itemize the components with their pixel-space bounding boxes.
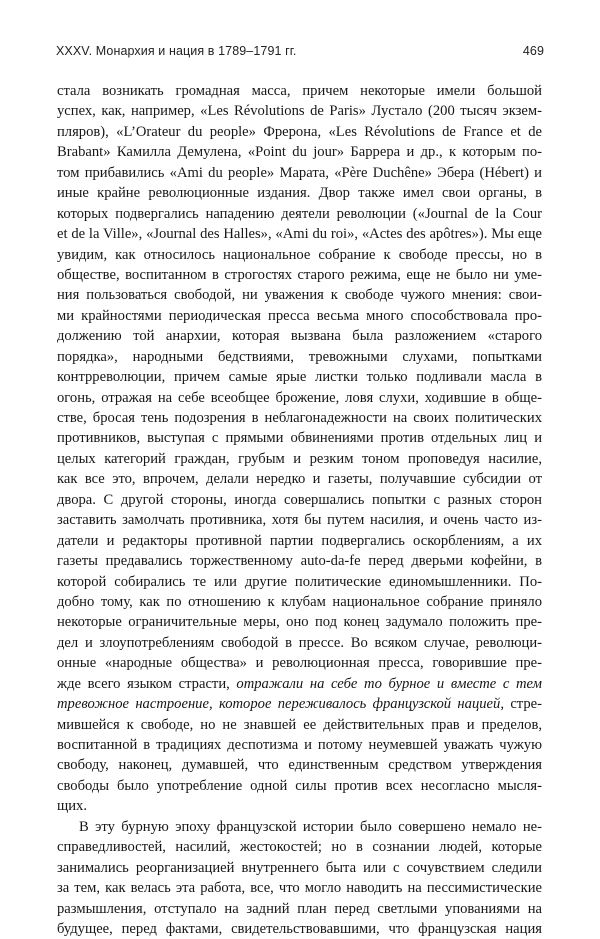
text-line: Brabant» Камилла Демулена, «Point du jour» Баррера и др., к которым по- (57, 144, 542, 161)
text-line: заставить замолчать противника, хотя бы путем насилия, и очень часто из- (57, 512, 542, 529)
text-segment: жде всего языком страсти, (57, 675, 230, 692)
text-line: успех, как, например, «Les Révolutions de Paris» Лустало (200 тысяч экзем- (57, 103, 542, 120)
text-line: должению той анархии, которая вызвана была разложением «старого (57, 328, 542, 345)
running-header (56, 44, 544, 64)
text-line: двора. С другой стороны, иногда совершались попытки с разных сторон (57, 491, 542, 508)
text-line-mixed (57, 694, 542, 714)
text-line: ния пользоваться свободой, ни уважения к свободе чужого мнения: свои- (57, 287, 542, 304)
text-line: стве, бросая тень подозрения в неблагонадежности на своих политических (57, 410, 542, 426)
text-line: справедливостей, насилий, жестокостей; но в сознании людей, которые (57, 839, 542, 856)
text-line-mixed (57, 674, 542, 694)
page-number: 469 (522, 44, 544, 58)
text-line: иные крайне революционные издания. Двор также имел свои органы, в (57, 185, 542, 202)
italic-emphasis: отражали на себе то бурное и вместе с тем (236, 675, 542, 692)
text-line: свободы было употребление одной силы против всех несогласно мысля- (57, 777, 542, 794)
text-line: дел и злоупотреблениям свободой в прессе. Во всяком случае, революци- (57, 634, 542, 651)
text-line: добно тому, как по отношению к клубам национальное собрание приняло (57, 593, 542, 610)
text-line: целых категорий граждан, грубым и резким тоном проповедуя насилие, (57, 450, 542, 467)
body-text (57, 81, 542, 939)
text-line: онные «народные общества» и революционная пресса, говорившие пре- (57, 655, 542, 672)
chapter-title: XXXV. Монархия и нация в 1789–1791 гг. (56, 44, 297, 58)
text-line: контрреволюции, причем самые ярые листки только подливали масла в (57, 369, 542, 386)
paragraph-first-line: В эту бурную эпоху французской истории было совершено немало не- (79, 818, 542, 835)
text-line: огонь, отражая на себе всеобщее брожение, ловя слухи, ходившие в обще- (57, 389, 542, 406)
text-line: ми крайностями периодическая пресса весьма много способствовала про- (57, 307, 542, 324)
text-line: противников, выступая с прямыми обвинениями против отдельных лиц и (57, 430, 542, 447)
text-line: которых подвергались нападению деятели революции («Journal de la Cour (57, 205, 542, 222)
text-line: как все это, впрочем, делали нередко и газеты, получавшие субсидии от (57, 471, 542, 488)
text-line: пляров), «L’Orateur du people» Фрерона, «Les Révolutions de France et de (57, 123, 542, 140)
text-line: щих. (57, 798, 87, 815)
text-line: порядка», народными бедствиями, тревожными слухами, попытками (57, 348, 542, 365)
text-line: мившейся к свободе, но не знавшей ее действительных прав и пределов, (57, 716, 542, 733)
text-line: за тем, как велась эта работа, все, что могло наводить на пессимистические (57, 880, 542, 897)
text-line: обществе, воспитанном в строгостях старого режима, еще не было ни уме- (57, 266, 542, 283)
text-line: некоторые ограничительные меры, оно под конец задумало положить пре- (57, 614, 542, 631)
text-line: воспитанной в традициях деспотизма и потому неумевшей уважать чужую (57, 737, 542, 753)
text-line: том прибавились «Ami du people» Марата, «Père Duchêne» Эбера (Hébert) и (57, 164, 542, 181)
text-line: et de la Ville», «Journal des Halles», «Ami du roi», «Actes des apôtres»). Мы еще (57, 226, 542, 243)
text-line: увидим, как относилось национальное собрание к свободе прессы, но в (57, 246, 542, 263)
text-segment: стре- (510, 696, 542, 713)
text-line: стала возникать громадная масса, причем некоторые имели большой (57, 83, 542, 99)
text-line: датели и редакторы противной партии подвергались оскорблениям, а их (57, 532, 542, 549)
text-line: размышления, отступало на задний план перед светлыми упованиями на (57, 900, 542, 917)
italic-emphasis: тревожное настроение, которое переживалось французской нацией, (57, 696, 504, 713)
text-line: свободу, наконец, думавшей, что единственным средством утверждения (57, 757, 542, 774)
text-line: занимались реорганизацией внутреннего быта или с сочувствием следили (57, 859, 542, 876)
text-line: газеты предавались торжественному auto-da-fe перед дверьми кофейни, в (57, 553, 542, 570)
text-line: будущее, перед фактами, свидетельствовавшими, что французская нация (57, 920, 542, 937)
text-line: которой собирались те или другие политические единомышленники. По- (57, 573, 542, 590)
